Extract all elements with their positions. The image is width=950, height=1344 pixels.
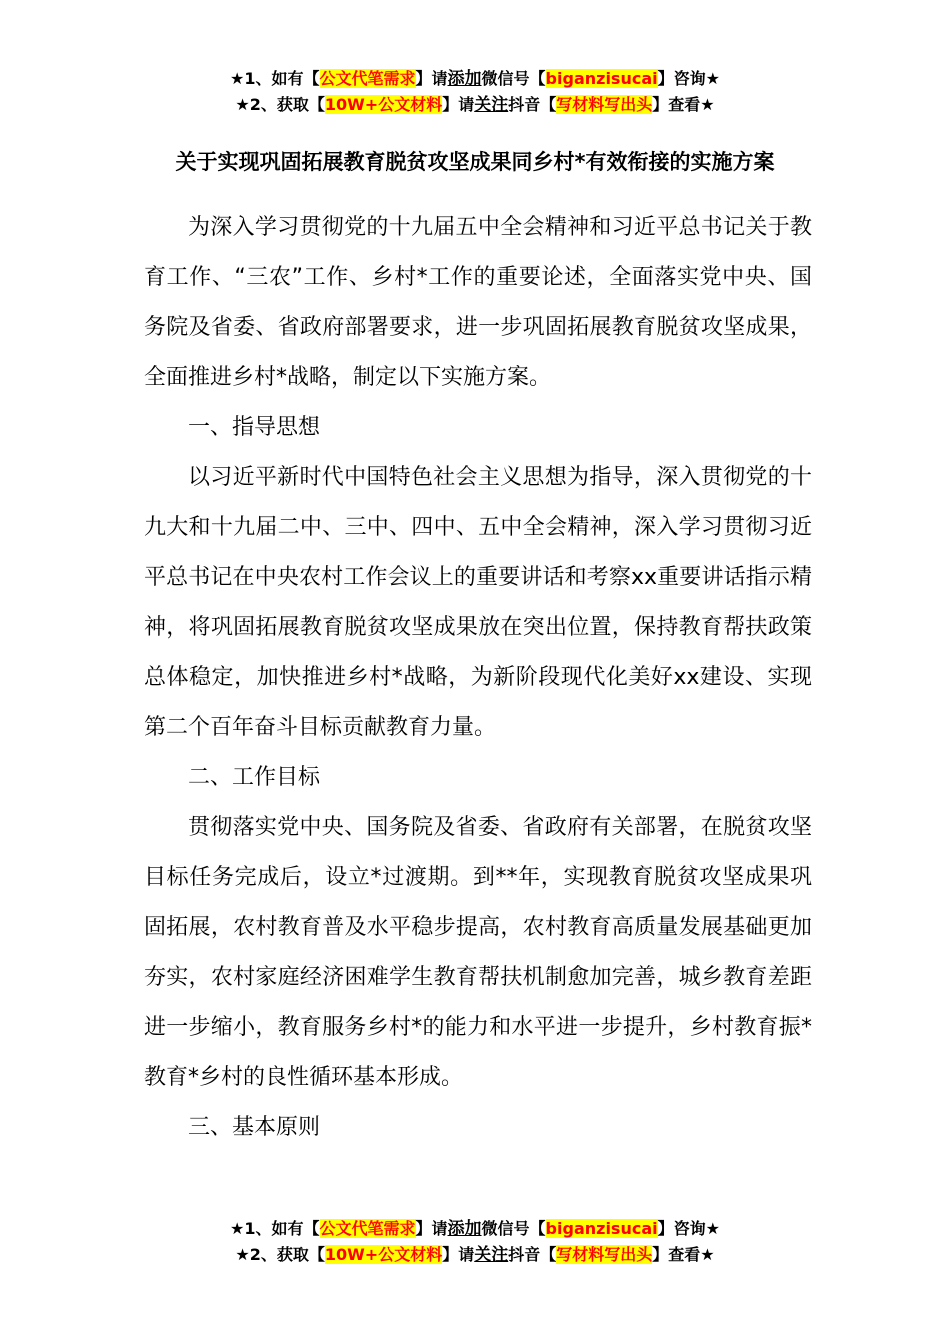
- section-heading-guiding-ideology: 一、指导思想: [188, 415, 321, 440]
- promo-line-2: [0, 1242, 950, 1268]
- promo-text: 】请: [442, 1245, 475, 1264]
- promo-text: 抖音【: [508, 1245, 557, 1264]
- promo-text: ★2、获取【: [235, 95, 325, 114]
- promo-highlight-douyin-account: 写材料写出头: [556, 95, 653, 114]
- promo-text: ★2、获取【: [235, 1245, 325, 1264]
- promo-line-1: [0, 1216, 950, 1242]
- promo-text: 】请: [442, 95, 475, 114]
- promo-highlight-materials: 10W+公文材料: [324, 95, 443, 114]
- promo-underlined-text: 关注: [474, 95, 509, 115]
- intro-paragraph: 为深入学习贯彻党的十九届五中全会精神和习近平总书记关于教育工作、“三农”工作、乡村*工作的重要论述，全面落实党中央、国务院及省委、省政府部署要求，进一步巩固拓展教育脱贫攻坚成果，全面推进乡村*战略，制定以下实施方案。: [144, 215, 812, 390]
- promo-text: 】咨询★: [657, 69, 720, 88]
- guiding-ideology-paragraph: 以习近平新时代中国特色社会主义思想为指导，深入贯彻党的十九大和十九届二中、三中、四中、五中全会精神，深入学习贯彻习近平总书记在中央农村工作会议上的重要讲话和考察xx重要讲话指示精神，将巩固拓展教育脱贫攻坚成果放在突出位置，保持教育帮扶政策总体稳定，加快推进乡村*战略，为新阶段现代化美好xx建设、实现第二个百年奋斗目标贡献教育力量。: [144, 465, 812, 740]
- promo-text: 】咨询★: [657, 1219, 720, 1238]
- promo-highlight-service: 公文代笔需求: [319, 69, 416, 88]
- promo-text: ★1、如有【: [230, 1219, 320, 1238]
- promo-text: 】请: [415, 1219, 448, 1238]
- document-body: [144, 203, 812, 1153]
- promo-text: ★1、如有【: [230, 69, 320, 88]
- header-promo-banner: [0, 66, 950, 118]
- promo-highlight-wechat-id: biganzisucai: [545, 1219, 658, 1238]
- promo-underlined-text: 添加: [447, 1219, 482, 1239]
- document-title: 关于实现巩固拓展教育脱贫攻坚成果同乡村*有效衔接的实施方案: [175, 150, 775, 174]
- promo-text: 】查看★: [652, 95, 715, 114]
- footer-promo-banner: [0, 1216, 950, 1268]
- promo-line-1: [0, 66, 950, 92]
- promo-text: 微信号【: [481, 1219, 546, 1238]
- promo-text: 抖音【: [508, 95, 557, 114]
- promo-underlined-text: 关注: [474, 1245, 509, 1265]
- promo-highlight-wechat-id: biganzisucai: [545, 69, 658, 88]
- promo-text: 】请: [415, 69, 448, 88]
- promo-highlight-materials: 10W+公文材料: [324, 1245, 443, 1264]
- promo-text: 】查看★: [652, 1245, 715, 1264]
- promo-highlight-douyin-account: 写材料写出头: [556, 1245, 653, 1264]
- promo-underlined-text: 添加: [447, 69, 482, 89]
- promo-line-2: [0, 92, 950, 118]
- promo-highlight-service: 公文代笔需求: [319, 1219, 416, 1238]
- work-goals-paragraph: 贯彻落实党中央、国务院及省委、省政府有关部署，在脱贫攻坚目标任务完成后，设立*过渡期。到**年，实现教育脱贫攻坚成果巩固拓展，农村教育普及水平稳步提高，农村教育高质量发展基础更加夯实，农村家庭经济困难学生教育帮扶机制愈加完善，城乡教育差距进一步缩小，教育服务乡村*的能力和水平进一步提升，乡村教育振*教育*乡村的良性循环基本形成。: [144, 815, 812, 1090]
- promo-text: 微信号【: [481, 69, 546, 88]
- section-heading-work-goals: 二、工作目标: [188, 765, 321, 790]
- section-heading-basic-principles: 三、基本原则: [188, 1115, 321, 1140]
